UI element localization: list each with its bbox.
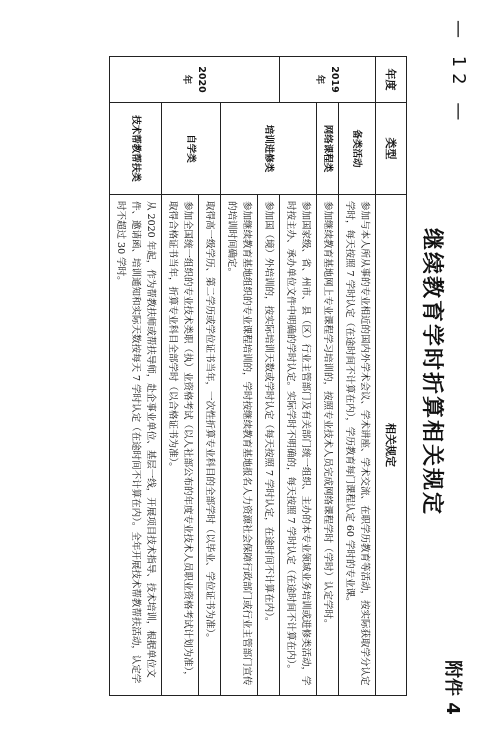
table-row xyxy=(280,57,317,696)
attachment-label: 附件 4 xyxy=(442,660,463,715)
category-cell: 网络课程类 xyxy=(317,103,339,195)
document-title: 继续教育学时折算相关规定 xyxy=(419,227,444,516)
category-cell: 备类活动 xyxy=(339,103,376,195)
rule-cell: 取得高一级学历、第二学历或学位证书当年，一次性折算专业科目的全部学时（以毕业、学位证书为准）。 xyxy=(199,195,221,696)
rules-table xyxy=(109,56,407,696)
year-cell: 2020 年 xyxy=(110,57,280,103)
table-header-row xyxy=(376,57,407,696)
rule-cell: 参加全国统一组织的专业技术类职（执）业资格考试（以人社部公布的年度专业技术人员职业资格考试计划为准），取得合格证书当年，折算专业科目全部学时（以合格证书为准）。 xyxy=(162,195,199,696)
header-category: 类型 xyxy=(376,103,407,195)
table-row xyxy=(339,57,376,696)
header-year: 年度 xyxy=(376,57,407,103)
header-rules: 相关规定 xyxy=(376,195,407,696)
table-row xyxy=(317,57,339,696)
year-cell: 2019 年 xyxy=(280,57,376,103)
category-cell: 技术帮教帮扶类 xyxy=(110,103,162,195)
rule-cell: 参加国家级、省、州市、县（区）行业主管部门及有关部门统一组织、主办的本专业领域业务培训或进修类活动，学时按主办、承办单位文件中明确的学时认定。实际学时不明确的，每天按照 7 学时认定（在途时间不计算在内）。 xyxy=(280,195,317,696)
category-cell: 自学类 xyxy=(162,103,221,195)
rule-cell: 参加继续教育基地组织的专业课程培训的，学时按继续教育基地报名人力资源社会保障行政部门或行业主管部门宣传的培训时间确定。 xyxy=(221,195,258,696)
page-number: — 12 — xyxy=(448,20,469,127)
category-cell: 培训进修类 xyxy=(221,103,317,195)
table-row xyxy=(199,57,221,696)
rule-cell: 参加继续教育基地网上专业课程学习培训的，按照专业技术人员完成网络课程学时（学时）认定学时。 xyxy=(317,195,339,696)
table-row xyxy=(110,57,162,696)
rule-cell: 参加国（境）外培训的，按实际培训天数或学时认定（每天按照 7 学时认定，在途时间不计算在内）。 xyxy=(258,195,280,696)
rule-cell: 从 2020 年起，作为帮教扶师或帮扶导师，赴企事业单位、基层一线，开展项目技术指导、技术培训，根据单位文件、邀请函、培训通知和实际天数按每天 7 学时认定（在途时间不计算在内）。全年开展技术帮教帮扶活动，认定学时不超过 30 学时。 xyxy=(110,195,162,696)
rule-cell: 参加与本人所从事的专业相近的国内外学术会议、学术讲座、学术交流、在职学历教育等活动，按实际获取学分认定学时，每天按照 7 学时认定（在途时间不计算在内），学历教育每门课程认定 60 学时的专业课。 xyxy=(339,195,376,696)
